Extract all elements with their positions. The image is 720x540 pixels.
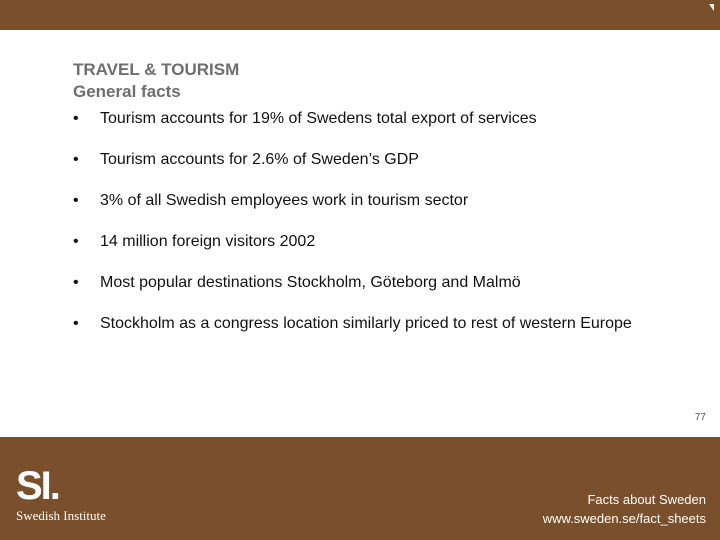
bullet-item (73, 192, 632, 233)
bullet-text: Tourism accounts for 2.6% of Sweden’s GDP (100, 151, 419, 168)
bullet-item (73, 274, 632, 315)
top-band (0, 0, 720, 30)
logo-name: Swedish Institute (16, 508, 106, 523)
bullet-text: Most popular destinations Stockholm, Göteborg and Malmö (100, 274, 521, 291)
slide-title: TRAVEL & TOURISM (73, 60, 240, 79)
bullet-item (73, 151, 632, 192)
bullet-icon: • (73, 233, 79, 250)
bullet-item (73, 233, 632, 274)
bullet-item (73, 315, 632, 356)
bullet-icon: • (73, 110, 79, 127)
slide-subtitle: General facts (73, 82, 181, 101)
bullet-text: Tourism accounts for 19% of Swedens total export of services (100, 110, 537, 127)
bullet-icon: • (73, 315, 79, 332)
bullet-text: 3% of all Swedish employees work in tourism sector (100, 192, 469, 209)
bullet-item (73, 110, 632, 151)
bullet-icon: • (73, 151, 79, 168)
footer-url[interactable]: www.sweden.se/fact_sheets (542, 511, 706, 526)
bullet-icon: • (73, 274, 79, 291)
page-number: 77 (694, 412, 706, 423)
slide-title-block (73, 59, 239, 103)
bullet-icon: • (73, 192, 79, 209)
footer-line-title: Facts about Sweden (587, 492, 706, 507)
bullet-list (73, 110, 632, 356)
logo-mark: SI. (16, 464, 59, 508)
swedish-institute-logo (16, 464, 106, 524)
corner-arrow-icon[interactable] (709, 4, 714, 11)
bullet-text: 14 million foreign visitors 2002 (100, 233, 316, 250)
footer-text (543, 490, 706, 528)
bullet-text: Stockholm as a congress location similarly priced to rest of western Europe (100, 315, 632, 332)
